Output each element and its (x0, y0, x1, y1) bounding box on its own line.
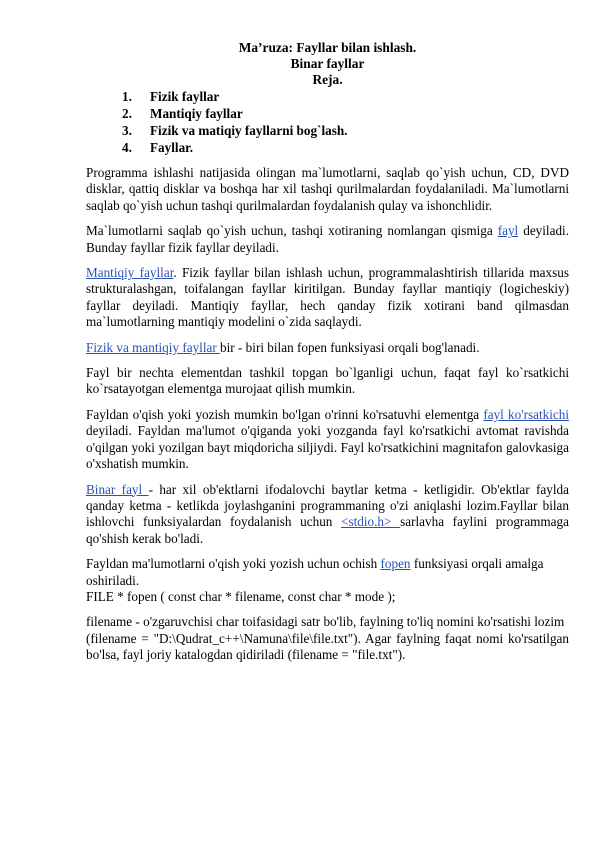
spacer (86, 331, 569, 340)
spacer (86, 547, 569, 556)
plan-item (86, 122, 569, 139)
lecture-title: Ma’ruza: Fayllar bilan ishlash. (238, 40, 417, 55)
link-fayl-korsatkichi[interactable]: fayl ko'rsatkichi (483, 406, 570, 422)
plan-item (86, 105, 569, 122)
spacer (86, 156, 569, 165)
paragraph-fopen (86, 556, 569, 605)
spacer (86, 214, 569, 223)
paragraph-text: bir - biri bilan fopen funksiyasi orqali bog'lanadi. (220, 339, 480, 355)
paragraph-text: Ma`lumotlarni saqlab qo`yish uchun, tashqi xotiraning nomlangan qismiga (86, 223, 498, 239)
plan-title: Reja. (312, 72, 343, 87)
paragraph-filename (86, 614, 569, 663)
plan-item-text: Fayllar. (150, 140, 194, 155)
link-stdio-h[interactable]: <stdio.h> (341, 514, 401, 530)
paragraph-text: deyiladi. Bunday fayllar fizik fayllar deyiladi. (86, 223, 570, 255)
document-heading (86, 40, 569, 88)
plan-item-number: 2. (122, 106, 132, 121)
paragraph-text: funksiyasi orqali amalga oshiriladi. (86, 556, 544, 588)
plan-item-text: Fizik va matiqiy fayllarni bog`lash. (150, 123, 348, 138)
paragraph-text: Fayldan o'qish yoki yozish mumkin bo'lgan o'rinni ko'rsatuvhi elementga (86, 406, 484, 422)
link-fizik-va-mantiqiy-fayllar[interactable]: Fizik va mantiqiy fayllar (86, 339, 221, 355)
paragraph-text: deyiladi. Fayldan ma'lumot o'qiganda yoki yozganda fayl ko'rsatkichi avtomat ravishda o'qilgan yoki yozilgan bayt miqdoricha siljiydi. Fayl ko'rsatkichini magnitafon galovkasiga o'xshatish mumkin. (86, 423, 569, 472)
paragraph-file-pointer-access: Fayl bir nechta elementdan tashkil topgan bo`lganligi uchun, faqat fayl ko`rsatkichi ko`rsatayotgan elementga murojaat qilish mumkin. (86, 365, 569, 397)
plan-item-number: 1. (122, 89, 132, 104)
spacer (86, 256, 569, 265)
filename-description: filename - o'zgaruvchisi char toifasidagi satr bo'lib, faylning to'liq nomini ko'rsatishi lozim (86, 614, 565, 630)
spacer (86, 356, 569, 365)
paragraph-fopen-link (86, 340, 569, 356)
lecture-subtitle: Binar fayllar (290, 56, 365, 71)
link-binar-fayl[interactable]: Binar fayl (86, 481, 149, 497)
plan-item-number: 4. (122, 140, 132, 155)
link-fopen[interactable]: fopen (380, 556, 411, 572)
spacer (86, 473, 569, 482)
paragraph-text: Fayldan ma'lumotlarni o'qish yoki yozish uchun ochish (86, 556, 381, 572)
paragraph-text: - har xil ob'ektlarni ifodalovchi baytlar ketma - ketligidir. Ob'ektlar faylda qanday ketma - ketlikda joylashganini programmaning o'zi aniqlashi lozim.Fayllar bilan ishlovchi funksiyalardan foydalanish uchun (86, 481, 569, 530)
paragraph-storage-devices: Programma ishlashi natijasida olingan ma`lumotlarni, saqlab qo`yish uchun, CD, DVD disklar, qattiq disklar va boshqa har xil tashqi qurilmalardan foydalaniladi. Ma`lumotlarni saqlab qo`yish uchun tashqi qurilmalardan foydalanish qulay va ishonchlidir. (86, 165, 569, 213)
plan-item (86, 139, 569, 156)
spacer (86, 605, 569, 614)
spacer (86, 398, 569, 407)
plan-item (86, 88, 569, 105)
paragraph-text: sarlavha faylini programmaga qo'shish kerak bo'ladi. (86, 514, 569, 546)
link-fayl[interactable]: fayl (497, 223, 519, 239)
plan-item-number: 3. (122, 123, 132, 138)
paragraph-logical-files (86, 265, 569, 331)
plan-list (86, 88, 569, 156)
plan-item-text: Mantiqiy fayllar (150, 106, 243, 121)
paragraph-file-definition (86, 223, 569, 256)
fopen-signature: FILE * fopen ( const char * filename, const char * mode ); (86, 588, 396, 604)
paragraph-text: . Fizik fayllar bilan ishlash uchun, programmalashtirish tillarida maxsus strukturalashgan, toifalangan fayllar kiritilgan. Bunday fayllar mantiqiy (logicheskiy) fayllar deyiladi. Mantiqiy fayllar, hech qanday fizik xotirani band qilmasdan ma`lumotlarning mantiqiy modelini o`zida saqlaydi. (86, 265, 569, 330)
plan-item-text: Fizik fayllar (150, 89, 220, 104)
link-mantiqiy-fayllar[interactable]: Mantiqiy fayllar (86, 265, 174, 281)
filename-example: (filename = "D:\Qudrat_c++\Namuna\file\file.txt"). Agar faylning faqat nomi ko'rsatilgan bo'lsa, fayl joriy katalogdan qidiriladi (filename = "file.txt"). (86, 630, 569, 663)
document-page (86, 40, 569, 664)
paragraph-binary-file (86, 482, 569, 548)
paragraph-file-pointer (86, 407, 569, 473)
